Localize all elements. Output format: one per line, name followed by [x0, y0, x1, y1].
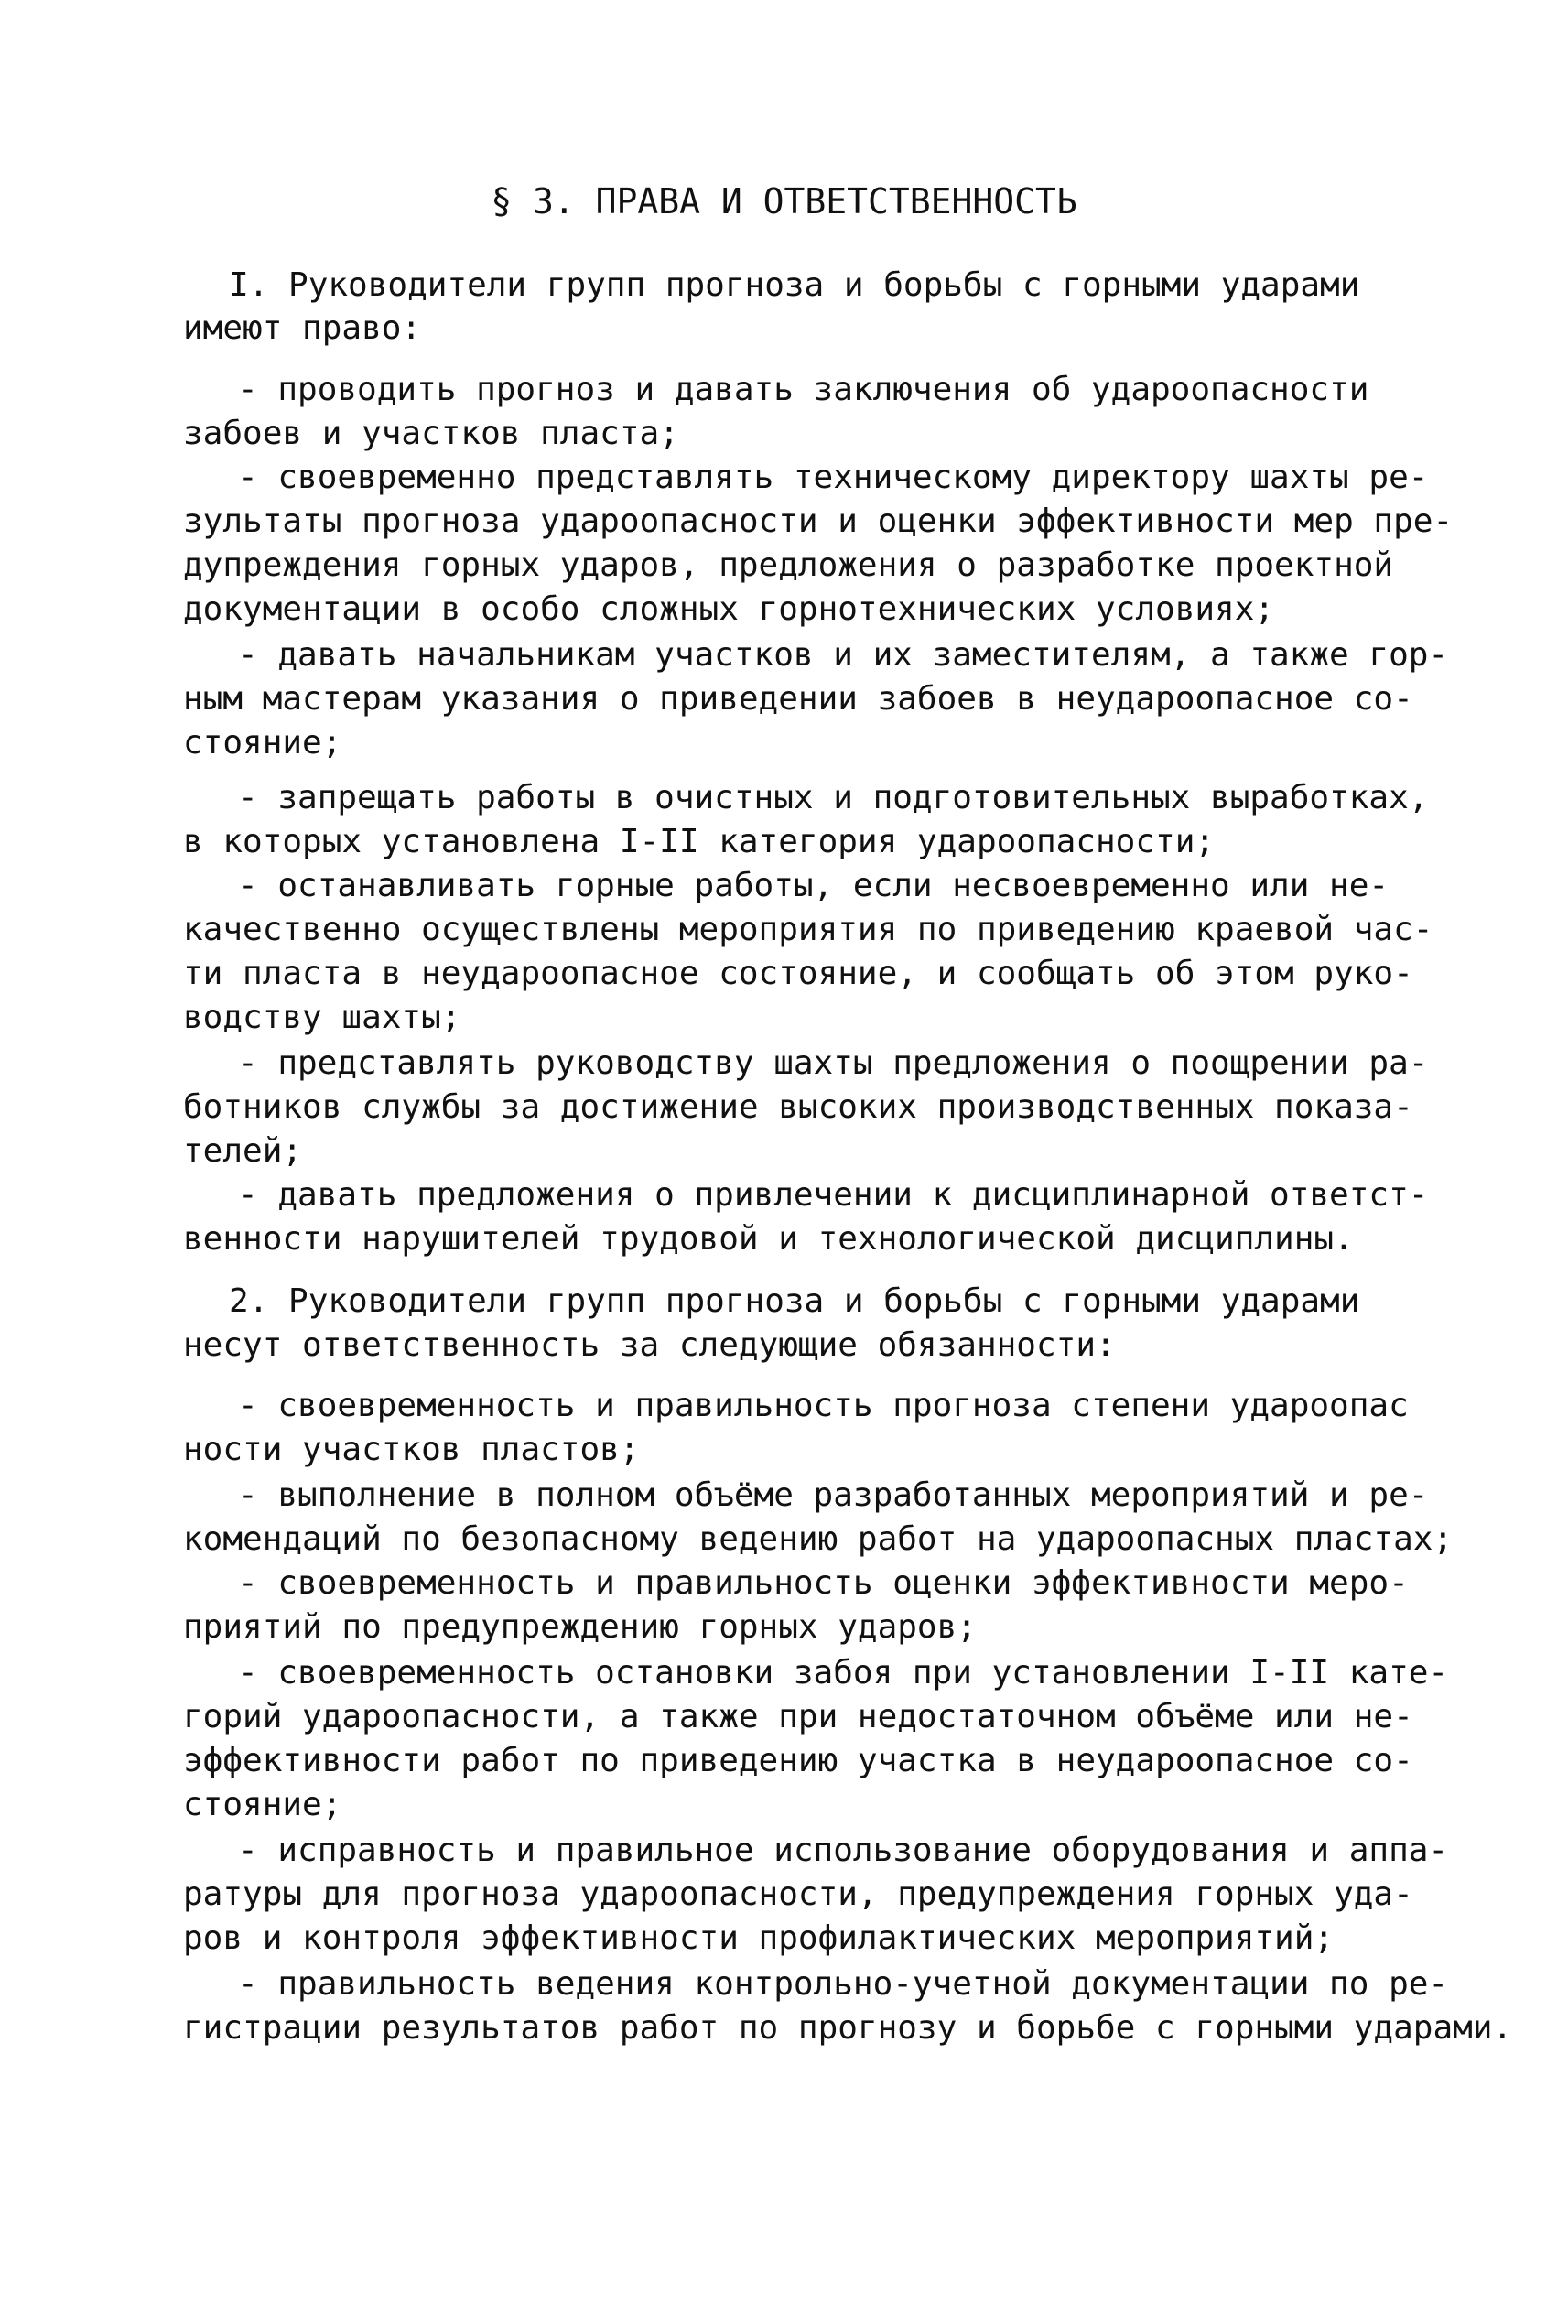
text-line: горий удароопасности, а также при недостаточном объёме или не- [183, 1698, 1413, 1735]
text-line: - выполнение в полном объёме разработанных мероприятий и ре- [238, 1476, 1429, 1514]
text-line: ти пласта в неудароопасное состояние, и сообщать об этом руко- [183, 955, 1413, 992]
text-line: дупреждения горных ударов, предложения о разработке проектной [183, 546, 1394, 584]
text-line: венности нарушителей трудовой и технологической дисциплины. [183, 1220, 1354, 1258]
text-line: водству шахты; [183, 999, 461, 1036]
text-line: I. Руководители групп прогноза и борьбы с горными ударами [229, 266, 1360, 304]
text-line: - исправность и правильное использование оборудования и аппа- [238, 1832, 1449, 1869]
text-line: имеют право: [183, 309, 422, 347]
text-line: стояние; [183, 1786, 342, 1823]
text-line: забоев и участков пласта; [183, 415, 679, 452]
text-line: комендаций по безопасному ведению работ на удароопасных пластах; [183, 1520, 1454, 1558]
text-line: телей; [183, 1132, 303, 1170]
text-line: - давать начальникам участков и их заместителям, а также гор- [238, 636, 1449, 674]
text-line: - представлять руководству шахты предложения о поощрении ра- [238, 1044, 1429, 1082]
text-line: - останавливать горные работы, если несвоевременно или не- [238, 867, 1390, 904]
text-line: зультаты прогноза удароопасности и оценки эффективности мер пре- [183, 503, 1454, 540]
text-line: - своевременность и правильность оценки эффективности меро- [238, 1564, 1409, 1602]
text-line: приятий по предупреждению горных ударов; [183, 1608, 977, 1646]
text-line: - своевременность остановки забоя при установлении I-II кате- [238, 1654, 1449, 1692]
text-line: документации в особо сложных горнотехнических условиях; [183, 590, 1275, 628]
text-line: - правильность ведения контрольно-учетной документации по ре- [238, 1965, 1449, 2003]
text-line: ным мастерам указания о приведении забоев в неудароопасное со- [183, 680, 1413, 718]
section-title: § 3. ПРАВА И ОТВЕТСТВЕННОСТЬ [491, 181, 1077, 222]
text-line: ности участков пластов; [183, 1431, 640, 1468]
text-line: несут ответственность за следующие обязанности: [183, 1326, 1116, 1364]
text-line: - проводить прогноз и давать заключения об удароопасности [238, 371, 1369, 408]
text-line: - своевременно представлять техническому директору шахты ре- [238, 459, 1429, 496]
text-line: ров и контроля эффективности профилактических мероприятий; [183, 1919, 1335, 1957]
text-line: 2. Руководители групп прогноза и борьбы с горными ударами [229, 1282, 1360, 1320]
text-line: - давать предложения о привлечении к дисциплинарной ответст- [238, 1176, 1429, 1214]
text-line: стояние; [183, 724, 342, 762]
text-line: ратуры для прогноза удароопасности, предупреждения горных уда- [183, 1875, 1413, 1913]
text-line: в которых установлена I-II категория удароопасности; [183, 823, 1216, 860]
text-line: гистрации результатов работ по прогнозу и борьбе с горными ударами. [183, 2009, 1513, 2047]
text-line: эффективности работ по приведению участка в неудароопасное со- [183, 1742, 1413, 1779]
text-line: - запрещать работы в очистных и подготовительных выработках, [238, 779, 1429, 816]
text-line: ботников службы за достижение высоких производственных показа- [183, 1088, 1413, 1126]
text-line: - своевременность и правильность прогноза степени удароопас [238, 1387, 1409, 1424]
text-line: качественно осуществлены мероприятия по приведению краевой час- [183, 911, 1433, 948]
